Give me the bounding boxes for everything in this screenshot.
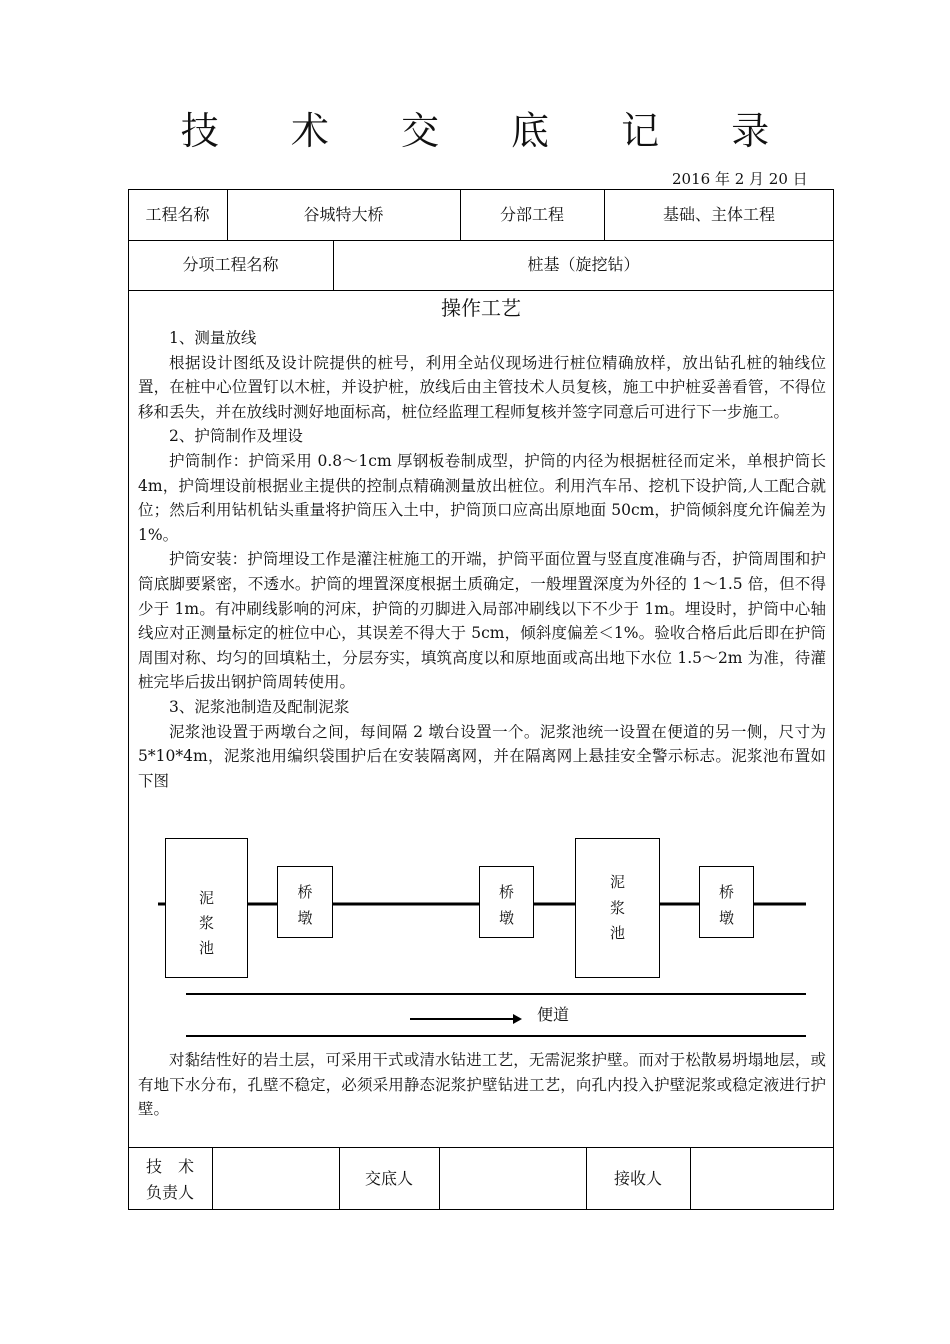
section-title: 操作工艺 (441, 296, 521, 320)
row-divider (128, 1147, 834, 1148)
row-divider (128, 290, 834, 291)
road-label: 便道 (537, 1005, 570, 1024)
arrow-head (513, 1014, 522, 1024)
bridge-pier-1: 桥 墩 (277, 866, 333, 938)
item-name-label: 分项工程名称 (182, 255, 279, 274)
receiver-label: 接收人 (613, 1169, 662, 1188)
sub-project-label: 分部工程 (499, 205, 564, 224)
row-divider (128, 240, 834, 241)
paragraph-casing-install: 护筒安装：护筒埋设工作是灌注桩施工的开端，护筒平面位置与竖直度准确与否，护筒周围和护筒底脚要紧密，不透水。护筒的埋置深度根据土质确定，一般埋置深度为外径的 1～1.5 倍，但不得少于 1m。有冲刷线影响的河床，护筒的刃脚进入局部冲刷线以下不少于 1m。埋设时，护筒中心轴线应对正测量标定的桩位中心，其误差不得大于 5cm，倾斜度偏差＜1%。验收合格后此后即在护筒周围对称、均匀的回填粘土，分层夯实，填筑高度以和原地面或高出地下水位 1.5～2m 为准，待灌桩完毕后拔出钢护筒周转使用。 (138, 550, 826, 692)
paragraph-casing-making: 护筒制作：护筒采用 0.8～1cm 厚钢板卷制成型，护筒的内径为根据桩径而定米，单根护筒长 4m，护筒埋设前根据业主提供的控制点精确测量放出桩位。利用汽车吊、挖机下设护筒,人工配合就位；然后利用钻机钻头重量将护筒压入土中，护筒顶口应高出原地面 50cm，护筒倾斜度允许偏差为 1%。 (138, 451, 826, 544)
col-divider (439, 1147, 440, 1210)
discloser-label: 交底人 (364, 1169, 413, 1188)
col-divider (212, 1147, 213, 1210)
item-name-value: 桩基（旋挖钻） (527, 255, 640, 274)
document-title: 技 术 交 底 记 录 (180, 109, 800, 153)
col-divider (690, 1147, 691, 1210)
project-name-value: 谷城特大桥 (303, 205, 384, 224)
body-text-upper (138, 326, 826, 793)
bridge-pier-3: 桥 墩 (699, 866, 754, 938)
body-text-lower (138, 1048, 826, 1122)
paragraph-drilling-method: 对黏结性好的岩土层，可采用干式或清水钻进工艺，无需泥浆护壁。而对于松散易坍塌地层，或有地下水分布，孔壁不稳定，必须采用静态泥浆护壁钻进工艺，向孔内投入护壁泥浆或稳定液进行护壁。 (138, 1051, 826, 1119)
paragraph-slurry-pool: 泥浆池设置于两墩台之间，每间隔 2 墩台设置一个。泥浆池统一设置在便道的另一侧，尺寸为 5*10*4m，泥浆池用编织袋围护后在安装隔离网，并在隔离网上悬挂安全警示标志。泥浆池布置如下图 (138, 722, 826, 790)
bridge-pier-2: 桥 墩 (479, 866, 534, 938)
slurry-pool-2: 泥 浆 池 (575, 838, 660, 978)
slurry-pool-1: 泥 浆 池 (165, 838, 248, 978)
slurry-pool-layout-diagram (129, 830, 833, 1045)
tech-lead-label: 技 术 负责人 (145, 1157, 194, 1202)
heading-slurry: 3、泥浆池制造及配制泥浆 (169, 697, 350, 716)
date: 2016 年 2 月 20 日 (672, 170, 808, 188)
heading-casing: 2、护筒制作及埋设 (169, 427, 303, 446)
project-name-label: 工程名称 (145, 205, 210, 224)
sub-project-value: 基础、主体工程 (662, 205, 775, 224)
paragraph-survey: 根据设计图纸及设计院提供的桩号，利用全站仪现场进行桩位精确放样，放出钻孔桩的轴线位置，在桩中心位置钉以木桩，并设护桩，放线后由主管技术人员复核，施工中护桩妥善看管，不得位移和丢失，并在放线时测好地面标高，桩位经监理工程师复核并签字同意后可进行下一步施工。 (138, 353, 826, 421)
heading-survey: 1、测量放线 (169, 329, 257, 347)
